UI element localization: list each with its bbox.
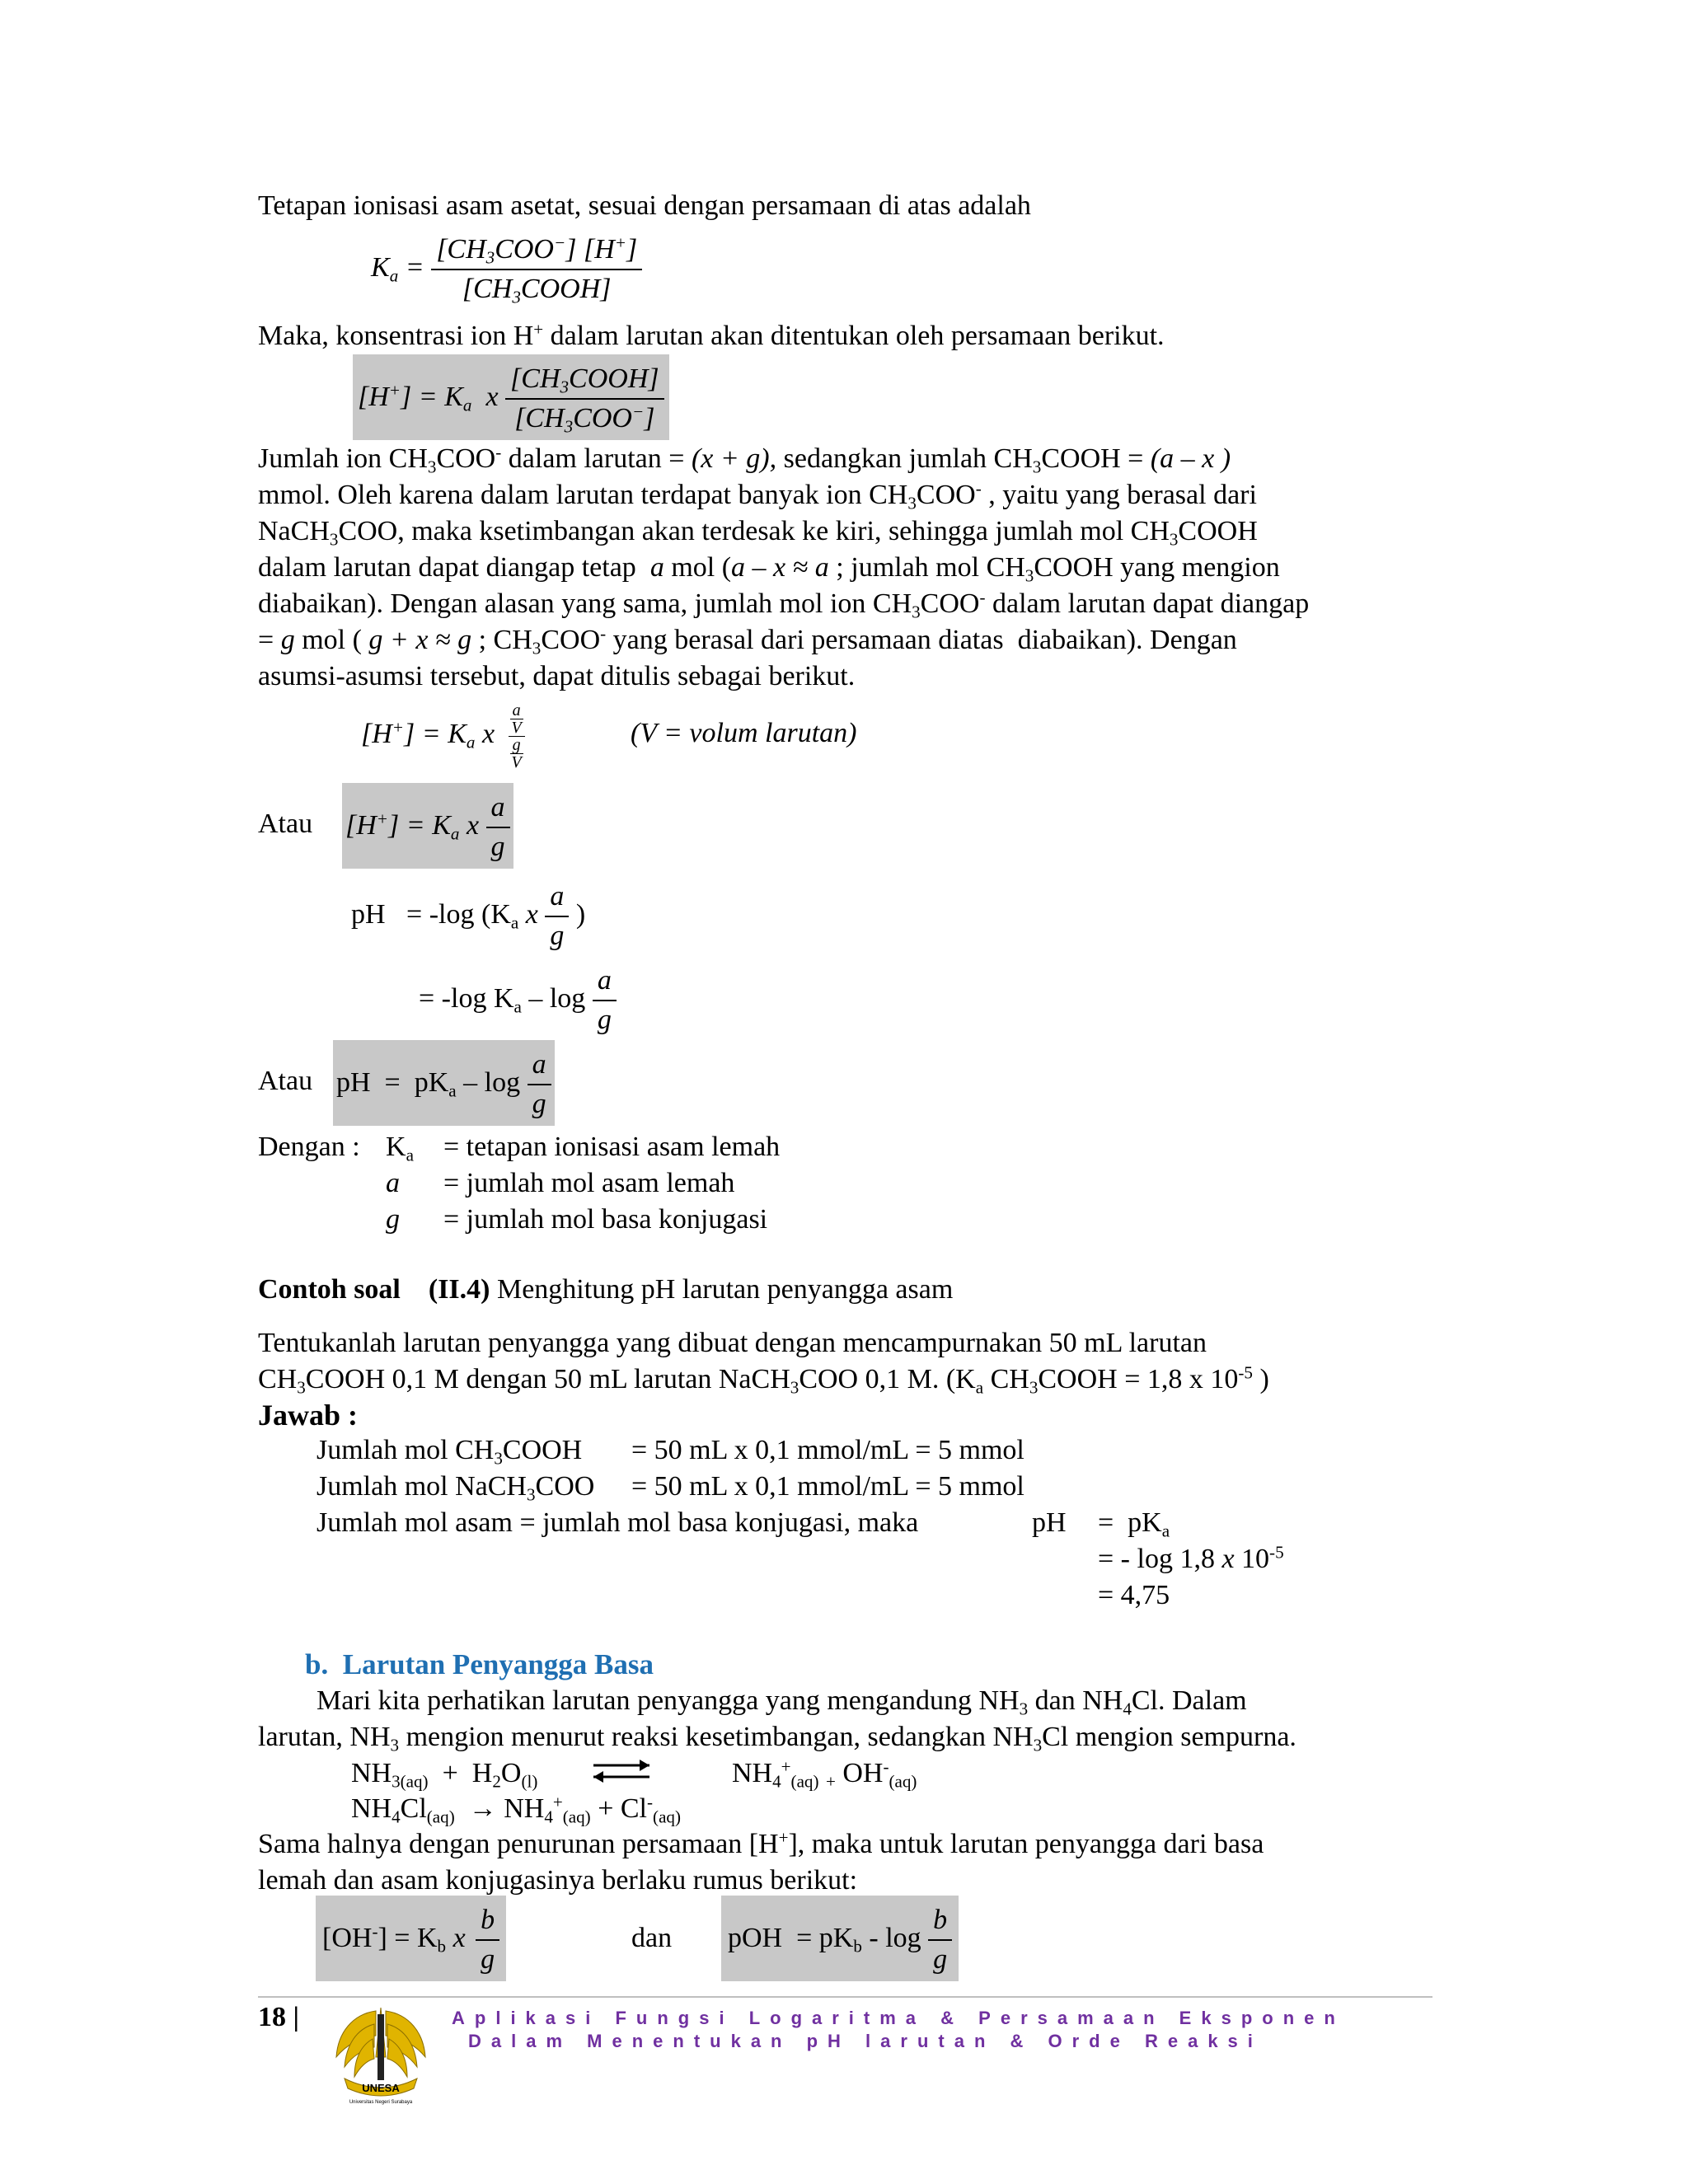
- arrow-right-icon: →: [468, 1793, 497, 1824]
- ph-equation-1: pH = -log ($K_a$ x $\frac{a}{g}$ ): [351, 872, 585, 958]
- svg-text:Universitas Negeri Surabaya: Universitas Negeri Surabaya: [349, 2100, 413, 2105]
- para-line-5: diabaikan). Dengan alasan yang sama, jumlah mol ion $CH_3COO^-$ dalam larutan dapat diangap: [258, 587, 1310, 622]
- para-c-line-2: lemah dan asam konjugasinya berlaku rumus berikut:: [258, 1865, 858, 1896]
- svg-text:UNESA: UNESA: [362, 2082, 400, 2094]
- ph-answer-label: pH: [1032, 1507, 1067, 1538]
- reaction-1-right: $NH_4^+_{(aq)}$ $_+$ $OH^-_{(aq)}$: [732, 1756, 917, 1792]
- equilibrium-arrow-icon: [590, 1757, 653, 1785]
- para-line-2: mmol. Oleh karena dalam larutan terdapat banyak ion $CH_3COO^-$ , yaitu yang berasal dari: [258, 478, 1257, 513]
- soal-text: [258, 1325, 1269, 1398]
- unesa-logo-icon: [328, 1999, 434, 2108]
- jawab-lines: [316, 1432, 1025, 1541]
- legend-row-g: g = jumlah mol basa konjugasi: [386, 1204, 768, 1235]
- atau-label-2: Atau: [258, 1066, 313, 1096]
- volume-note: (V = volum larutan): [631, 718, 857, 748]
- h-equation-1: $[H^+] = K_a$ x $\frac{[CH_3COOH]}{[CH_3COO^-]}$: [353, 354, 669, 440]
- jawab-line-1: Jumlah mol $CH_3COOH = 50$ mL x 0,1 mmol/mL = 5 mmol: [316, 1435, 1025, 1469]
- dan-label: dan: [631, 1923, 673, 1953]
- contoh-soal-heading: Contoh soal (II.4) Menghitung pH larutan penyangga asam: [258, 1274, 954, 1305]
- legend-row-ka: Dengan : $K_a$ = tetapan ionisasi asam lemah: [258, 1132, 781, 1165]
- maka-line: Maka, konsentrasi ion H+ dalam larutan akan ditentukan oleh persamaan berikut.: [258, 319, 1165, 351]
- para-b-line-1: Mari kita perhatikan larutan penyangga yang mengandung $NH_3$ dan $NH_4Cl$. Dalam: [316, 1685, 1247, 1719]
- footer-title-line-1: Aplikasi Fungsi Logaritma & Persamaan Eksponen: [452, 2008, 1345, 2028]
- ph-answer-steps: [1098, 1505, 1284, 1614]
- para-line-6: = g mol ( g + x ≈ g ; $CH_3COO^-$ yang berasal dari persamaan diatas diabaikan). Dengan: [258, 623, 1237, 658]
- paragraph-b: [258, 1683, 1296, 1755]
- reaction-1-left: $NH_{3(aq)} + H_2O_{(l)}$: [351, 1758, 538, 1792]
- ph-step-3: = 4,75: [1098, 1580, 1170, 1610]
- para-line-4: dalam larutan dapat diangap tetap a mol (a – x ≈ a ; jumlah mol $CH_3COOH$ yang mengion: [258, 552, 1280, 586]
- soal-line-1: Tentukanlah larutan penyangga yang dibuat dengan mencampurnakan 50 mL larutan: [258, 1328, 1207, 1358]
- jawab-line-2: Jumlah mol NaCH$_3$COO = 50 mL x 0,1 mmol/mL = 5 mmol: [316, 1471, 1025, 1505]
- ph-step-1: = $pK_a$: [1098, 1507, 1170, 1541]
- para-line-3: NaCH$_3$COO, maka ksetimbangan akan terdesak ke kiri, sehingga jumlah mol $CH_3COOH$: [258, 516, 1258, 550]
- ph-step-2: = - log 1,8 x $10^{-5}$: [1098, 1542, 1284, 1574]
- para-line-1: Jumlah ion $CH_3COO^-$ dalam larutan = (x + g), sedangkan jumlah $CH_3COOH = (a - x$ ): [258, 442, 1231, 477]
- jawab-line-3: Jumlah mol asam = jumlah mol basa konjugasi, maka: [316, 1507, 919, 1538]
- footer-title-line-2: Dalam Menentukan pH larutan & Orde Reaksi: [468, 2031, 1263, 2051]
- ph-equation-2: = -log $K_a$ – log $\frac{a}{g}$: [419, 956, 617, 1042]
- jawab-label: Jawab :: [258, 1399, 359, 1432]
- h-equation-2: $[H^+] = K_a$ x $\frac{\frac{a}{V}}{\frac{g}{V}}$: [361, 697, 525, 771]
- paragraph-c: [258, 1826, 1264, 1899]
- legend: [258, 1129, 780, 1238]
- para-b-line-2: larutan, $NH_3$ mengion menurut reaksi kesetimbangan, sedangkan $NH_3Cl$ mengion sempurna.: [258, 1722, 1296, 1755]
- reaction-2: $NH_4Cl_{(aq)} \to NH_4^+_{(aq)} + Cl^-_{(aq)}$: [351, 1792, 681, 1827]
- oh-formula: $[OH^-] = K_b$ x $\frac{b}{g}$: [316, 1896, 506, 1981]
- page-number: 18 |: [258, 2002, 299, 2032]
- h-equation-3: $[H^+] = K_a$ x $\frac{a}{g}$: [342, 783, 513, 869]
- atau-label-1: Atau: [258, 808, 313, 839]
- soal-line-2: $CH_3COOH$ 0,1 M dengan 50 mL larutan NaCH$_3$COO 0,1 M. ($K_a$ $CH_3COOH = 1,8$ x $10^{-5}$ ): [258, 1362, 1269, 1398]
- section-b-heading: b. Larutan Penyangga Basa: [305, 1648, 654, 1680]
- ph-equation-3: pH = $pK_a$ – log $\frac{a}{g}$: [333, 1040, 555, 1126]
- para-line-7: asumsi-asumsi tersebut, dapat ditulis sebagai berikut.: [258, 661, 856, 691]
- poh-formula: pOH = $pK_b$ - log $\frac{b}{g}$: [721, 1896, 959, 1981]
- para-c-line-1: Sama halnya dengan penurunan persamaan [H+], maka untuk larutan penyangga dari basa: [258, 1827, 1264, 1859]
- legend-row-a: a = jumlah mol asam lemah: [386, 1168, 735, 1198]
- footer-divider: [258, 1996, 1432, 1998]
- ka-equation: $K_a$ = $\frac{[CH_3COO^-] [H^+]}{[CH_3COOH]}$: [371, 231, 642, 308]
- paragraph-assumptions: [258, 441, 1309, 695]
- intro-line: Tetapan ionisasi asam asetat, sesuai dengan persamaan di atas adalah: [258, 190, 1031, 221]
